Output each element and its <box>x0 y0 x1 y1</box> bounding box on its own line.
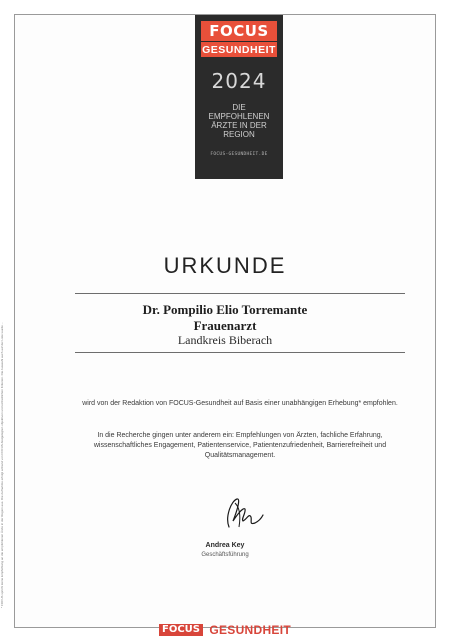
signer-role: Geschäftsführung <box>201 552 249 558</box>
criteria-text: In die Recherche gingen unter anderem ein: Empfehlungen von Ärzten, fachliche Erfahrung, wissenschaftliches Engagement, Patientenservice, Patientenzufriedenheit, Barrierefreiheit und Qualitätsmanagement. <box>93 432 387 459</box>
recommendation-text: wird von der Redaktion von FOCUS-Gesundheit auf Basis einer unabhängigen Erhebung* empfohlen. <box>82 400 398 407</box>
doctor-name: Dr. Pompilio Elio Torremante <box>142 302 308 317</box>
certificate-title: URKUNDE <box>163 253 287 278</box>
seal-year: 2024 <box>211 69 267 93</box>
seal-brand: FOCUS <box>201 21 277 41</box>
side-disclaimer: * FOCUS spricht keine Empfehlung an die empfohlenen Ärzte in der Region aus. Die Aufnahme erfolgt anhand von FOCUS-festgelegten objektiven und einheitlichen Kriterien. Die Auswahl auch auf der Liste wurde ... <box>0 321 4 608</box>
doctor-region: Landkreis Biberach <box>177 333 273 347</box>
footer-logo <box>15 622 435 637</box>
doctor-specialty: Frauenarzt <box>193 318 257 333</box>
signer-name: Andrea Key <box>205 542 245 549</box>
seal-text: DIE EMPFOHLENEN ÄRZTE IN DER REGION <box>208 103 270 139</box>
divider-top <box>75 293 405 294</box>
signature-mark <box>215 493 265 531</box>
footer-subbrand: GESUNDHEIT <box>209 622 292 637</box>
divider-bottom <box>75 352 405 353</box>
focus-seal <box>195 15 283 179</box>
seal-subbrand: GESUNDHEIT <box>201 41 277 57</box>
certificate-frame <box>14 14 436 637</box>
footer-brand: FOCUS <box>159 624 203 636</box>
seal-url: FOCUS-GESUNDHEIT.DE <box>210 152 268 157</box>
